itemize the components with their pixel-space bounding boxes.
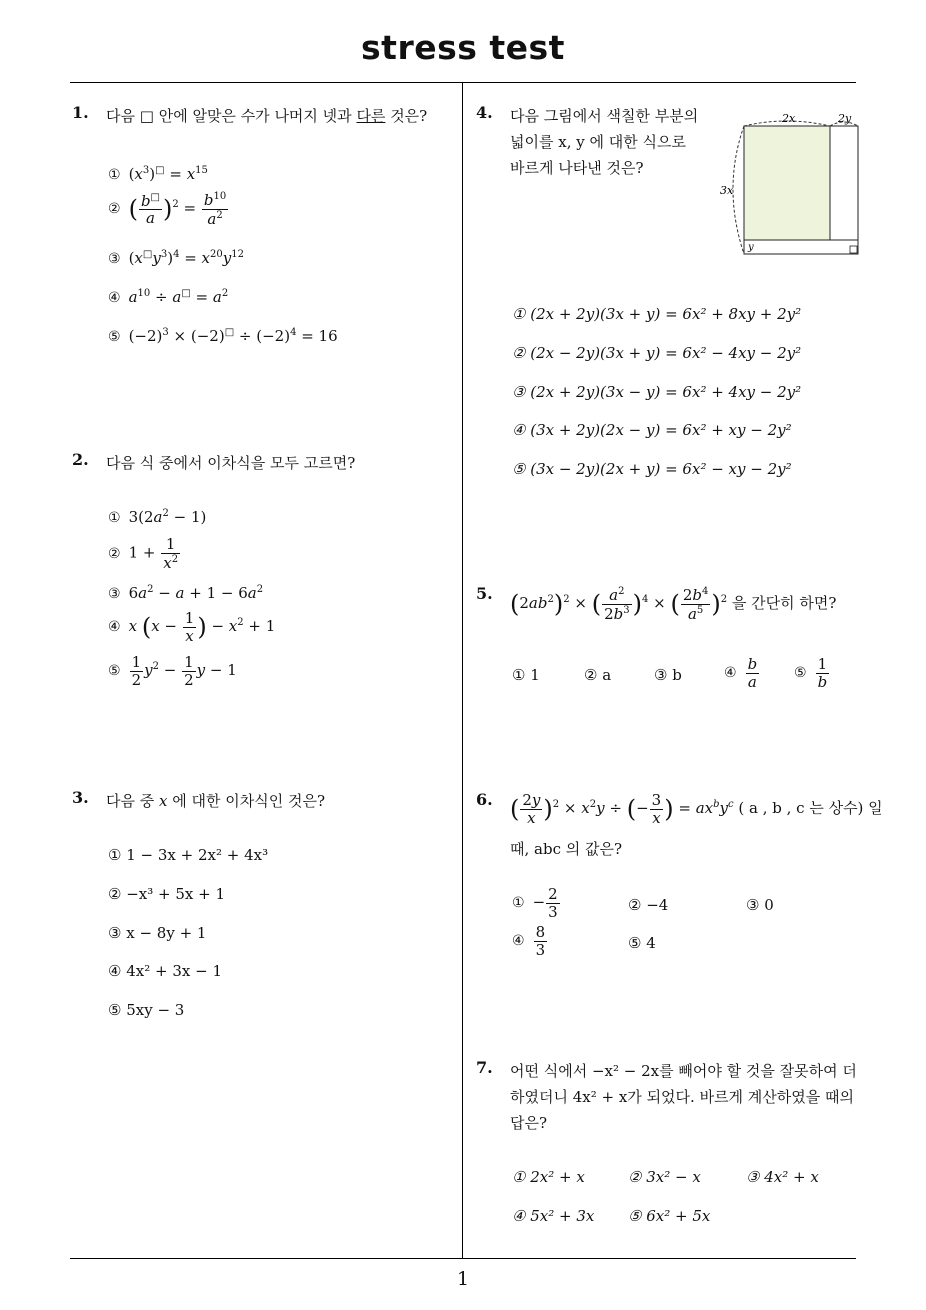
question-number: 5.: [476, 584, 493, 603]
label-2x: 2x: [782, 112, 796, 125]
option-2[interactable]: ② ( $\frac{b^□}{a}$ )$^2$ = $\frac{b^{10}}{a^2}$: [108, 191, 227, 228]
option-5[interactable]: ⑤ 6x² + 5x: [628, 1207, 711, 1225]
option-2[interactable]: ② 3x² − x: [628, 1168, 701, 1186]
option-3[interactable]: ③ x − 8y + 1: [108, 924, 207, 942]
option-5[interactable]: ⑤ $(-2)^3 \times (-2)^□ \div (-2)^4 = 16$: [108, 327, 338, 345]
page-title: stress test: [361, 28, 565, 67]
option-3[interactable]: ③ $(x^□y^3)^4 = x^{20}y^{12}$: [108, 249, 244, 267]
question-text: 다음 그림에서 색칠한 부분의 넓이를 x, y 에 대한 식으로 바르게 나타낸 것은?: [510, 107, 699, 177]
option-5[interactable]: ⑤ (3x − 2y)(2x + y) = 6x² − xy − 2y²: [512, 460, 792, 478]
option-1[interactable]: ① $3(2a^2 - 1)$: [108, 508, 207, 526]
question-text: 어떤 식에서 −x² − 2x를 빼어야 할 것을 잘못하여 더 하였더니 4x² + x가 되었다. 바르게 계산하였을 때의 답은?: [510, 1062, 857, 1132]
option-1[interactable]: ① − $\frac{2}{3}$: [512, 885, 558, 921]
option-4[interactable]: ④ $\frac{b}{a}$: [724, 655, 758, 691]
option-4[interactable]: ④ $\frac{8}{3}$: [512, 923, 546, 959]
question-text: 다음 □ 안에 알맞은 수가 나머지 넷과 다른 것은?: [106, 107, 428, 125]
option-5[interactable]: ⑤ 4: [628, 934, 656, 952]
option-1[interactable]: ① 1 − 3x + 2x² + 4x³: [108, 846, 269, 864]
label-y: y: [748, 242, 754, 253]
option-1[interactable]: ① $(x^3)^□ = x^{15}$: [108, 165, 208, 183]
option-2[interactable]: ② −4: [628, 896, 669, 914]
label-3x: 3x: [720, 184, 734, 197]
question-expression: $(2ab^2)^2$ × ( $\frac{a^2}{2b^3}$ )$^4$ × ( $\frac{2b^4}{a^5}$ )$^2$ 을 간단히 하면?: [510, 586, 837, 623]
option-4[interactable]: ④ x (x − $\frac{1}{x}$ ) − $x^2 + 1$: [108, 609, 276, 645]
option-3[interactable]: ③ b: [654, 666, 682, 684]
option-4[interactable]: ④ $a^{10} \div a^□ = a^2$: [108, 288, 229, 306]
question-number: 6.: [476, 790, 493, 809]
option-2[interactable]: ② −x³ + 5x + 1: [108, 885, 226, 903]
question-expression: ( $\frac{2y}{x}$ )$^2 \times x^2y$ ÷ (− $\frac{3}{x}$ ) = $ax^by^c$ ( a , b , c 는 상수) 일: [510, 791, 883, 827]
option-5[interactable]: ⑤ $\frac{1}{2}$ $y^2$ − $\frac{1}{2}$ y − 1: [108, 653, 237, 689]
option-4[interactable]: ④ (3x + 2y)(2x − y) = 6x² + xy − 2y²: [512, 421, 792, 439]
bottom-rule: [70, 1258, 856, 1259]
option-3[interactable]: ③ 0: [746, 896, 774, 914]
option-2[interactable]: ② 1 + $\frac{1}{x^2}$: [108, 535, 179, 572]
label-2y: 2y: [838, 112, 852, 125]
option-5[interactable]: ⑤ $\frac{1}{b}$: [794, 655, 828, 691]
option-5[interactable]: ⑤ 5xy − 3: [108, 1001, 185, 1019]
option-4[interactable]: ④ 5x² + 3x: [512, 1207, 595, 1225]
top-rule: [70, 82, 856, 83]
rectangle-figure: [716, 108, 866, 258]
option-3[interactable]: ③ $6a^2 - a + 1 - 6a^2$: [108, 584, 264, 602]
question-number: 3.: [72, 788, 89, 807]
question-number: 2.: [72, 450, 89, 469]
question-text: 다음 중 x 에 대한 이차식인 것은?: [106, 792, 326, 810]
option-2[interactable]: ② (2x − 2y)(3x + y) = 6x² − 4xy − 2y²: [512, 344, 802, 362]
option-2[interactable]: ② a: [584, 666, 612, 684]
option-1[interactable]: ① 2x² + x: [512, 1168, 585, 1186]
option-1[interactable]: ① (2x + 2y)(3x + y) = 6x² + 8xy + 2y²: [512, 305, 802, 323]
question-number: 4.: [476, 103, 493, 122]
question-text: 다음 식 중에서 이차식을 모두 고르면?: [106, 454, 356, 472]
question-number: 7.: [476, 1058, 493, 1077]
page-number: 1: [456, 1268, 470, 1290]
question-text: 때, abc 의 값은?: [510, 840, 623, 858]
option-1[interactable]: ① 1: [512, 666, 540, 684]
option-4[interactable]: ④ 4x² + 3x − 1: [108, 962, 222, 980]
option-3[interactable]: ③ 4x² + x: [746, 1168, 819, 1186]
option-3[interactable]: ③ (2x + 2y)(3x − y) = 6x² + 4xy − 2y²: [512, 383, 802, 401]
column-divider: [462, 83, 463, 1258]
question-number: 1.: [72, 103, 89, 122]
